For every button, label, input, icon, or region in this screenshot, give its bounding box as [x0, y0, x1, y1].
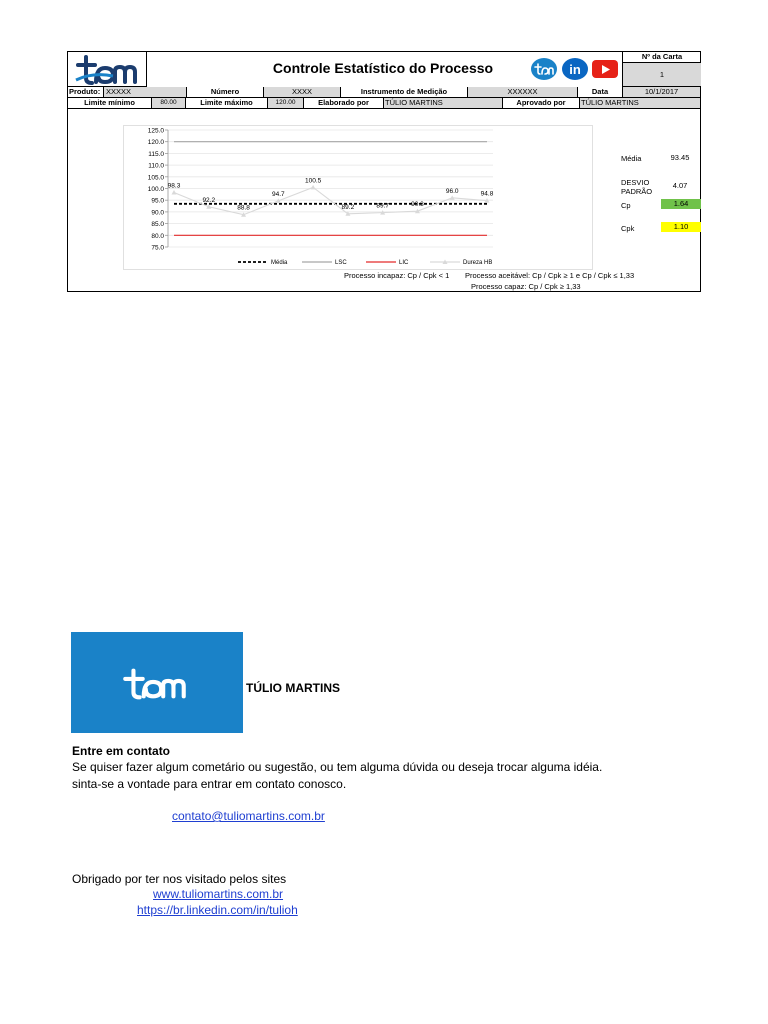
y-tick-label: 100.0 [147, 186, 164, 193]
tm-social-icon[interactable] [531, 58, 557, 80]
desvio-label-2: PADRÃO [621, 187, 653, 196]
spc-chart-sheet [67, 51, 701, 292]
header-logo-cell [68, 52, 147, 87]
y-tick-label: 85.0 [151, 221, 164, 229]
brand-name: TÚLIO MARTINS [246, 681, 340, 695]
site-link[interactable]: www.tuliomartins.com.br [153, 887, 284, 901]
legend-label: LIC [399, 260, 409, 266]
produto-value[interactable]: XXXXX [104, 87, 187, 97]
y-tick-label: 120.0 [147, 139, 164, 147]
data-label: 94.8 [480, 190, 494, 198]
y-tick-label: 110.0 [148, 162, 164, 170]
instrumento-label: Instrumento de Medição [341, 87, 468, 97]
email-link[interactable]: contato@tuliomartins.com.br [172, 809, 325, 823]
cp-label: Cp [621, 201, 631, 210]
y-tick-label: 105.0 [147, 174, 164, 182]
aprovado-value[interactable]: TÚLIO MARTINS [580, 98, 700, 108]
info-row-2 [68, 98, 700, 109]
y-tick-label: 115.0 [148, 150, 164, 158]
desvio-value: 4.07 [672, 181, 688, 190]
produto-label: Produto: [68, 87, 104, 97]
info-row-1 [68, 87, 700, 98]
y-tick-label: 75.0 [151, 244, 164, 252]
y-tick-label: 90.0 [151, 209, 164, 217]
legend-label: Dureza HB [463, 260, 493, 266]
y-tick-label: 95.0 [151, 197, 164, 205]
linkedin-icon[interactable]: in [562, 58, 588, 80]
legend-label: LSC [335, 260, 347, 266]
tm-logo-icon [68, 52, 146, 86]
note-aceitavel: Processo aceitável: Cp / Cpk ≥ 1 e Cp / Cpk ≤ 1,33 [465, 271, 635, 280]
thanks-text: Obrigado por ter nos visitado pelos sites [72, 872, 287, 886]
chart-area [124, 126, 593, 270]
note-capaz: Processo capaz: Cp / Cpk ≥ 1,33 [471, 282, 581, 291]
lim-max-value[interactable]: 120.00 [268, 98, 304, 108]
cpk-label: Cpk [621, 224, 635, 233]
note-incapaz: Processo incapaz: Cp / Cpk < 1 [344, 271, 450, 280]
data-label: 94.7 [272, 190, 285, 198]
control-chart [123, 125, 593, 270]
aprovado-label: Aprovado por [503, 98, 580, 108]
data-label: 98.3 [167, 182, 181, 190]
data-label: Data [578, 87, 623, 97]
cp-value: 1.64 [661, 199, 701, 209]
contact-heading: Entre em contato [72, 744, 171, 758]
data-value[interactable]: 10/1/2017 [623, 87, 700, 97]
data-label: 90.3 [411, 201, 424, 209]
brand-card [71, 632, 243, 733]
data-label: 96.0 [445, 187, 459, 195]
media-label: Média [621, 154, 642, 163]
carta-label: Nº da Carta [622, 52, 701, 63]
legend-label: Média [271, 260, 288, 266]
page-title: Controle Estatístico do Processo [272, 60, 494, 76]
data-label: 92.2 [202, 196, 216, 204]
lim-min-value[interactable]: 80.00 [152, 98, 186, 108]
lim-max-label: Limite máximo [186, 98, 268, 108]
linkedin-link[interactable]: https://br.linkedin.com/in/tulioh [137, 903, 298, 917]
elaborado-label: Elaborado por [304, 98, 384, 108]
data-label: 100.5 [304, 177, 322, 185]
tm-logo-icon [115, 665, 195, 701]
cpk-value: 1.10 [661, 222, 701, 232]
numero-label: Número [187, 87, 264, 97]
lim-min-label: Limite mínimo [68, 98, 152, 108]
youtube-icon[interactable] [592, 60, 618, 78]
data-label: 89.7 [376, 202, 389, 210]
contact-line-2: sinta-se a vontade para entrar em contato conosco. [72, 777, 347, 791]
numero-value[interactable]: XXXX [264, 87, 341, 97]
contact-line-1: Se quiser fazer algum cometário ou sugestão, ou tem alguma dúvida ou deseja trocar alguma idéia. [72, 760, 603, 774]
media-value: 93.45 [670, 153, 690, 162]
data-label: 88.8 [237, 204, 250, 212]
y-tick-label: 80.0 [151, 232, 164, 240]
data-label: 89.2 [341, 203, 355, 211]
carta-value[interactable]: 1 [622, 63, 701, 87]
desvio-label-1: DESVIO [621, 178, 650, 187]
instrumento-value[interactable]: XXXXXX [468, 87, 578, 97]
elaborado-value[interactable]: TÚLIO MARTINS [384, 98, 503, 108]
y-tick-label: 125.0 [147, 127, 164, 135]
